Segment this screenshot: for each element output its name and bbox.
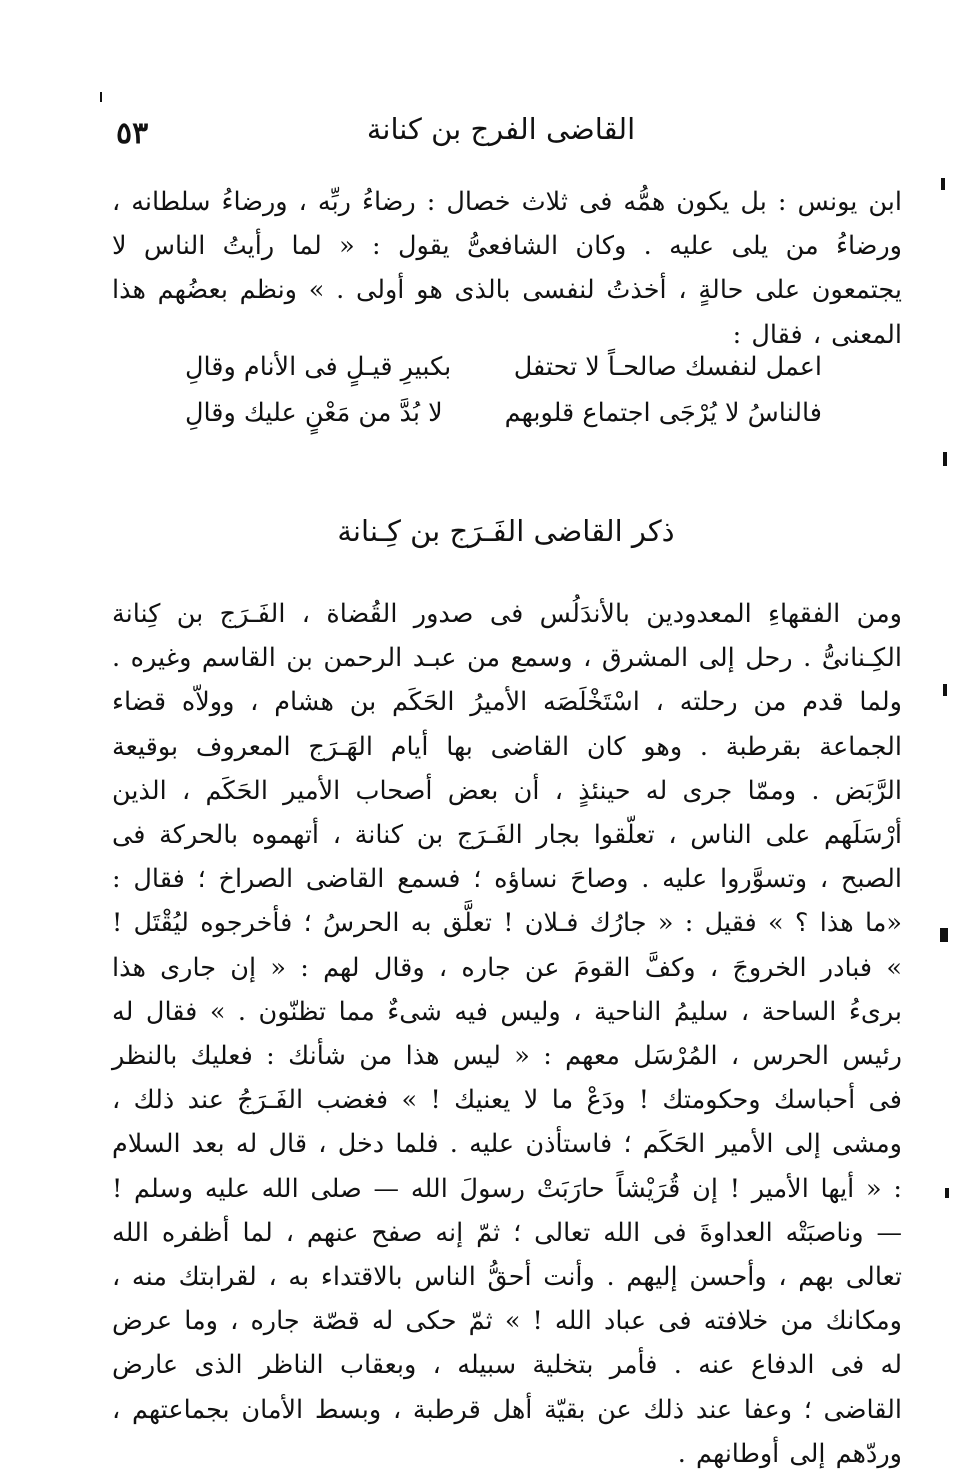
section-heading: ذكر القاضى الفَـرَج بن كِـنانة [337, 514, 675, 548]
verse-2-second-hemistich: لا بُدَّ من مَعْنٍ عليك وقالِ [185, 398, 443, 428]
paragraph-intro: ابن يونس : بل يكون همُّه فى ثلاث خصال : رضاءُ ربِّه ، ورضاءُ سلطانه ، ورضاءُ من يلى عليه . وكان الشافعىُّ يقول : « لما رأيتُ الناس لا يجتمعون على حالةٍ ، أخذتُ لنفسى بالذى هو أولى . » ونظم بعضُهم هذا المعنى ، فقال : [112, 187, 902, 350]
paragraph-main [112, 592, 902, 1476]
poem-verse-1 [185, 352, 822, 396]
margin-mark [100, 92, 102, 102]
poem-verse-2 [185, 398, 822, 442]
margin-mark [943, 452, 947, 466]
verse-1-second-hemistich: بكبيرِ قيـلٍ فى الأنام وقالِ [185, 352, 452, 382]
page-header [110, 112, 892, 152]
verse-1-first-hemistich: اعمل لنفسك صالحـاً لا تحتفل [513, 352, 822, 382]
paragraph-main-text: ومن الفقهاءِ المعدودين بالأندَلُس فى صدور القُضاة ، الفَـرَج بن كِنانة الكِـنانىُّ . رحل إلى المشرق ، وسمع من عبـد الرحمن بن القاسم وغيره . ولما قدم من رحلته ، اسْتَخْلَصَه الأميرُ الحَكَم بن هشام ، وولاّه قضاء الجماعة بقرطبة . وهو كان القاضى بها أيام الهَـرَج المعروف بوقيعة الرَّبَض . وممّا جرى له حينئذٍ ، أن بعض أصحاب الأمير الحَكَم ، الذين أرْسَلَهم على الناس ، تعلّقوا بجار الفَـرَج بن كنانة ، أتهموه بالحركة فى الصبح ، وتسوَّروا عليه . وصاحَ نساؤه ؛ فسمع القاضى الصراخ ؛ فقال : «ما هذا ؟ » فقيل : « جارُك فـلان ! تعلَّق به الحرسُ ؛ فأخرجوه ليُقْتَل ! » فبادر الخروجَ ، وكفَّ القومَ عن جاره ، وقال لهم : « إن جارى هذا برىءُ الساحة ، سليمُ الناحية ، وليس فيه شىءٌ مما تظنّون . » فقال له رئيس الحرس ، المُرْسَل معهم : « ليس هذا من شأنك : فعليك بالنظر فى أحباسك وحكومتك ! ودَعْ ما لا يعنيك ! » فغضب الفَـرَجُ عند ذلك ، ومشى إلى الأمير الحَكَم ؛ فاستأذن عليه . فلما دخل ، قال له بعد السلام : « أيها الأمير ! إن قُرَيْشاً حارَبَتْ رسولَ الله — صلى الله عليه وسلم ! — وناصبَتْه العداوةَ فى الله تعالى ؛ ثمّ إنه صفح عنهم ، لما أظفره الله تعالى بهم ، وأحسن إليهم . وأنت أحقُّ الناس بالاقتداء به ، لقرابتك منه ، ومكانك من خلافته فى عباد الله ! » ثمّ حكى له قصّة جاره ، وما عرض له فى الدفاع عنه . فأمر بتخلية سبيله ، وبعقاب الناظر الذى عارض القاضى ؛ وعفا عند ذلك عن بقيّة أهل قرطبة ، وبسط الأمان بجماعتهم ، وردّهم إلى أوطانهم . [112, 599, 902, 1469]
verse-2-first-hemistich: فالناسُ لا يُرْجَى اجتماع قلوبهم [504, 398, 822, 428]
margin-mark [943, 684, 947, 696]
page-number: ٥٣ [116, 116, 149, 151]
margin-mark [940, 928, 948, 942]
margin-mark [945, 1188, 949, 1198]
margin-mark [941, 178, 945, 190]
running-title: القاضى الفرج بن كنانة [366, 112, 636, 146]
